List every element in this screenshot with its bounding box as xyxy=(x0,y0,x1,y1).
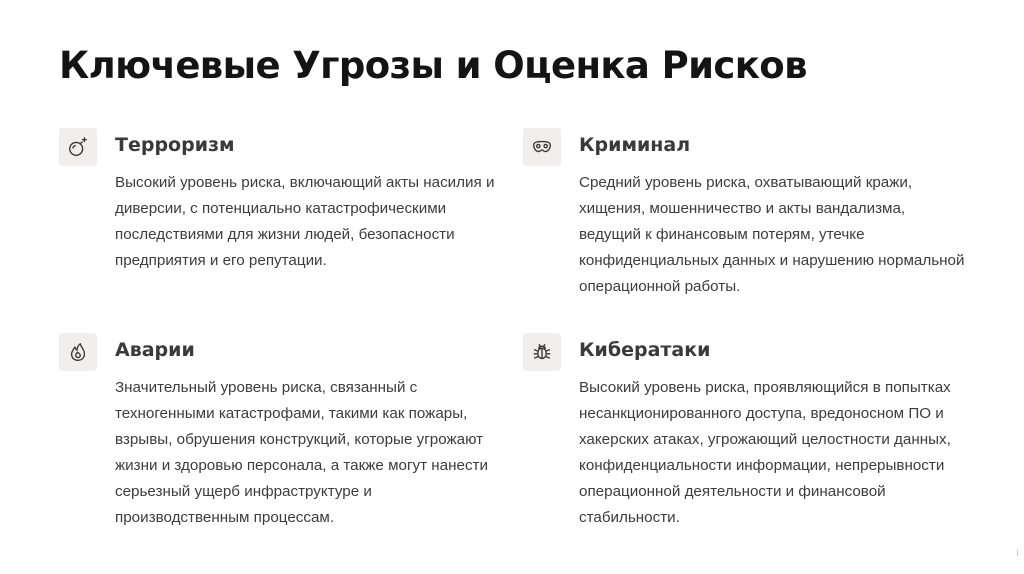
threat-description: Высокий уровень риска, включающий акты насилия и диверсии, с потенциально катастрофическими последствиями для жизни людей, безопасности предприятия и его репутации. xyxy=(115,174,495,269)
threat-title: Терроризм xyxy=(115,134,235,156)
bomb-icon xyxy=(59,128,97,166)
page-title: Ключевые Угрозы и Оценка Рисков xyxy=(59,44,807,87)
threat-description: Высокий уровень риска, проявляющийся в попытках несанкционированного доступа, вредоносном ПО и хакерских атаках, угрожающий целостности данных, конфиденциальности информации, непрерывности операционной деятельности и финансовой стабильности. xyxy=(579,379,951,526)
mask-icon xyxy=(523,128,561,166)
flame-icon xyxy=(59,333,97,371)
threat-description: Значительный уровень риска, связанный с техногенными катастрофами, такими как пожары, взрывы, обрушения конструкций, которые угрожают жизни и здоровью персонала, а также могут нанести серьезный ущерб инфраструктуре и производственным процессам. xyxy=(115,379,488,526)
threat-description: Средний уровень риска, охватывающий кражи, хищения, мошенничество и акты вандализма, ведущий к финансовым потерям, утечке конфиденциальных данных и нарушению нормальной операционной работы. xyxy=(579,174,965,295)
page-edge-mark xyxy=(1017,550,1018,556)
threat-title: Кибератаки xyxy=(579,339,711,361)
threat-title: Криминал xyxy=(579,134,691,156)
threat-title: Аварии xyxy=(115,339,195,361)
bug-icon xyxy=(523,333,561,371)
